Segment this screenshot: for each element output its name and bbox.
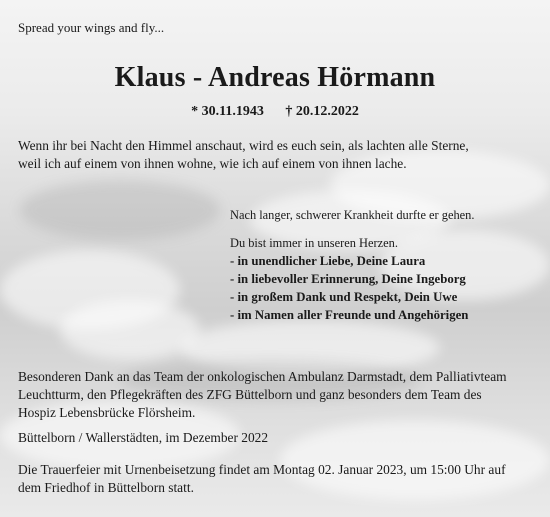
place-date: Büttelborn / Wallerstädten, im Dezember 2022 xyxy=(18,430,269,445)
funeral-line: dem Friedhof in Büttelborn statt. xyxy=(18,480,194,495)
funeral-info xyxy=(18,461,531,497)
quote-line: weil ich auf einem von ihnen wohne, wie ich auf einem von ihnen lache. xyxy=(18,156,407,171)
thanks-line: Leuchtturm, den Pflegekräften des ZFG Büttelborn und ganz besonders dem Team des xyxy=(18,387,482,402)
life-dates xyxy=(0,104,550,120)
birth-date: * 30.11.1943 xyxy=(191,104,264,119)
hearts-intro: Du bist immer in unseren Herzen. xyxy=(230,236,398,250)
motto: Spread your wings and fly... xyxy=(18,20,165,35)
thanks-line: Besonderen Dank an das Team der onkologischen Ambulanz Darmstadt, dem Palliativteam xyxy=(18,369,507,384)
illness-note: Nach langer, schwerer Krankheit durfte er gehen. xyxy=(230,208,475,222)
thanks-line: Hospiz Lebensbrücke Flörsheim. xyxy=(18,405,196,420)
quote xyxy=(18,137,533,173)
deceased-name: Klaus - Andreas Hörmann xyxy=(114,62,436,93)
quote-line: Wenn ihr bei Nacht den Himmel anschaut, wird es euch sein, als lachten alle Sterne, xyxy=(18,138,469,153)
mourner-line: - in liebevoller Erinnerung, Deine Ingeborg xyxy=(230,272,466,286)
mourner-line: - in großem Dank und Respekt, Dein Uwe xyxy=(230,290,458,304)
mourners-block xyxy=(230,206,474,324)
funeral-line: Die Trauerfeier mit Urnenbeisetzung findet am Montag 02. Januar 2023, um 15:00 Uhr auf xyxy=(18,462,506,477)
death-date: † 20.12.2022 xyxy=(285,104,359,119)
thanks-paragraph xyxy=(18,368,531,422)
mourner-line: - in unendlicher Liebe, Deine Laura xyxy=(230,254,426,268)
mourner-line: - im Namen aller Freunde und Angehörigen xyxy=(230,308,469,322)
